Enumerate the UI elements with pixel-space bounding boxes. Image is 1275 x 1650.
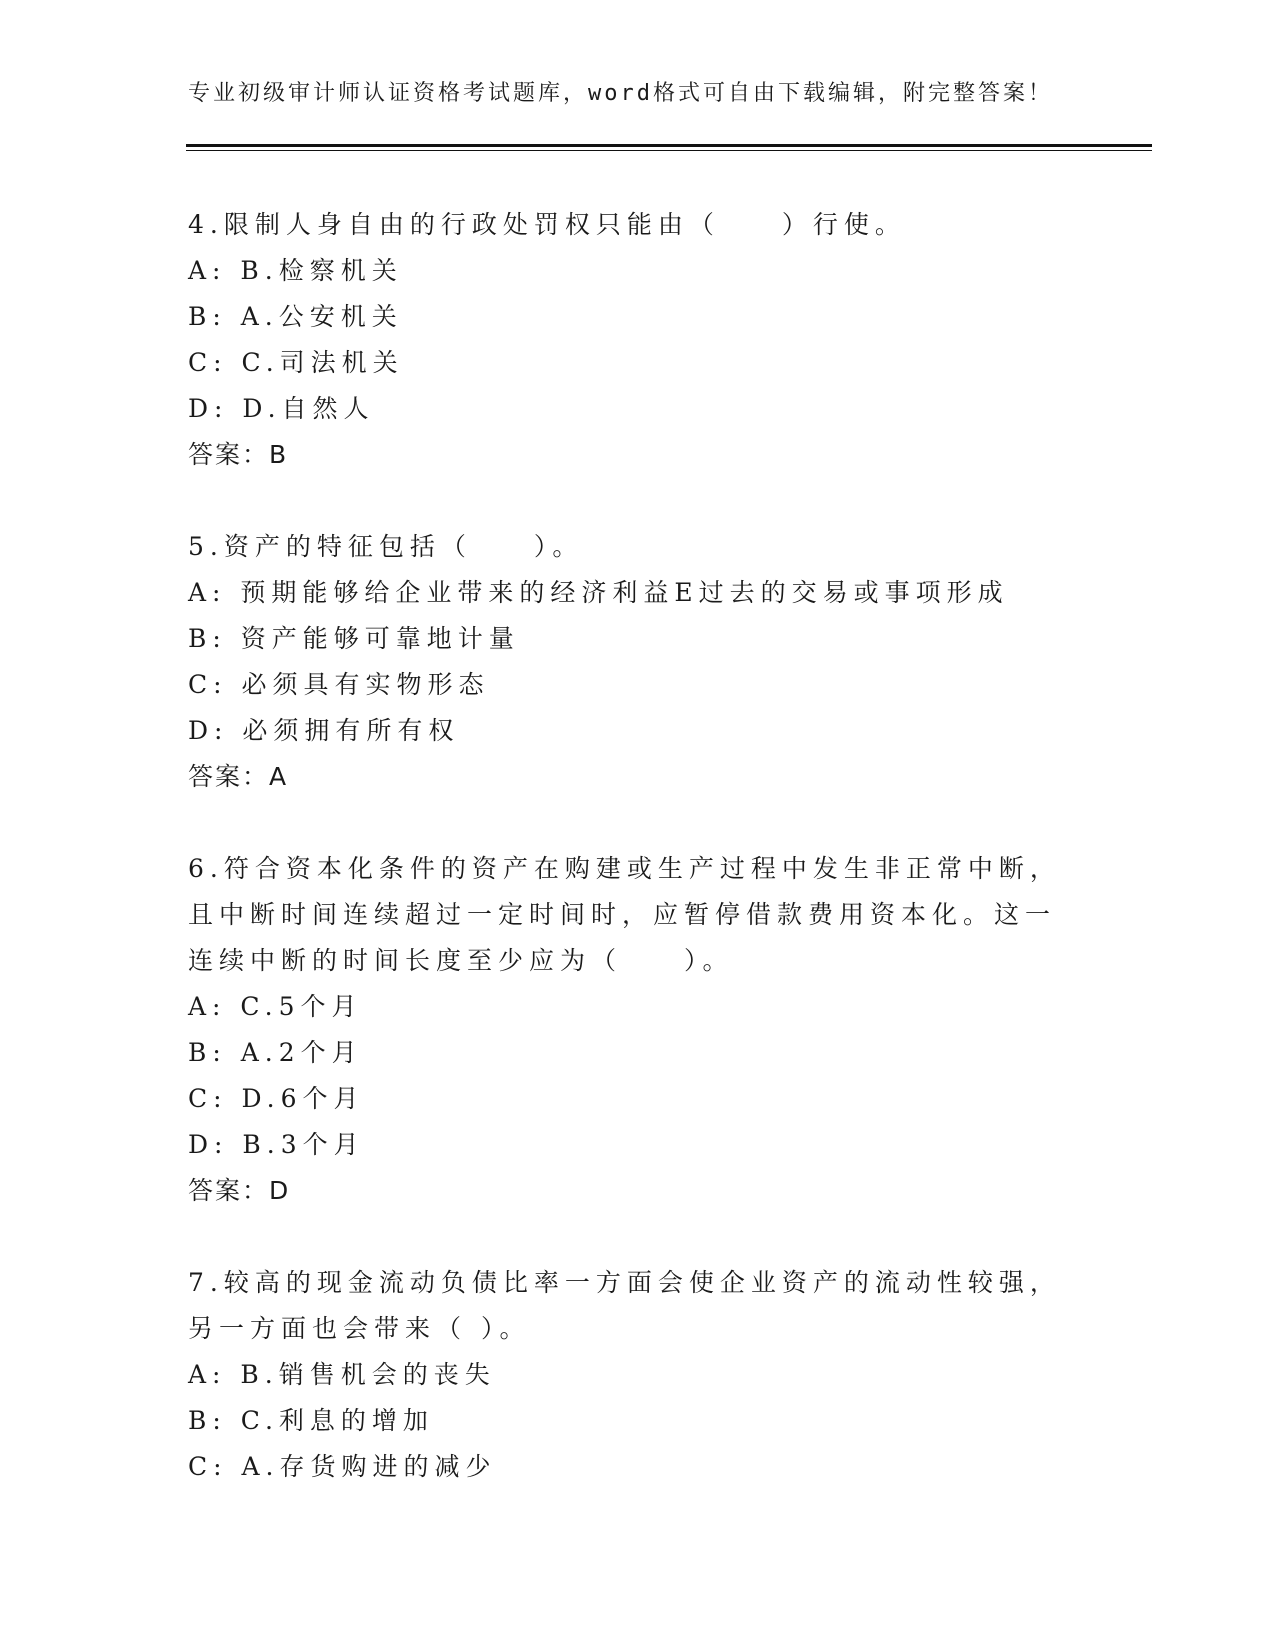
- question-7: [188, 1260, 1068, 1490]
- answer: 答案：B: [188, 440, 289, 469]
- answer: 答案：D: [188, 1176, 291, 1205]
- question-5: [188, 524, 1068, 800]
- header-divider-thick: [186, 144, 1152, 147]
- option-d: D: 必须拥有所有权: [188, 716, 460, 745]
- option-d: D: B.3个月: [188, 1130, 365, 1159]
- option-b: B: C.利息的增加: [188, 1406, 434, 1435]
- question-6: [188, 846, 1068, 1214]
- page-header: 专业初级审计师认证资格考试题库，word格式可自由下载编辑，附完整答案！: [188, 81, 1053, 106]
- option-a: A: C.5个月: [188, 992, 363, 1021]
- question-stem: 4.限制人身自由的行政处罚权只能由（ ）行使。: [188, 210, 906, 239]
- header-divider-thin: [186, 150, 1152, 151]
- option-d: D: D.自然人: [188, 394, 375, 423]
- question-stem: 6.符合资本化条件的资产在购建或生产过程中发生非正常中断，且中断时间连续超过一定时间时，应暂停借款费用资本化。这一连续中断的时间长度至少应为（ ）。: [188, 854, 1061, 975]
- option-b: B: A.公安机关: [188, 302, 403, 331]
- option-c: C: C.司法机关: [188, 348, 404, 377]
- question-list: [188, 202, 1068, 1536]
- question-4: [188, 202, 1068, 478]
- option-b: B: A.2个月: [188, 1038, 363, 1067]
- option-a: A: B.检察机关: [188, 256, 403, 285]
- answer: 答案：A: [188, 762, 289, 791]
- option-a: A: 预期能够给企业带来的经济利益E过去的交易或事项形成: [188, 578, 1009, 607]
- question-stem: 5.资产的特征包括（ ）。: [188, 532, 584, 561]
- question-stem: 7.较高的现金流动负债比率一方面会使企业资产的流动性较强，另一方面也会带来（ ）。: [188, 1268, 1061, 1343]
- option-c: C: A.存货购进的减少: [188, 1452, 497, 1481]
- option-a: A: B.销售机会的丧失: [188, 1360, 496, 1389]
- option-c: C: D.6个月: [188, 1084, 365, 1113]
- option-b: B: 资产能够可靠地计量: [188, 624, 520, 653]
- option-c: C: 必须具有实物形态: [188, 670, 490, 699]
